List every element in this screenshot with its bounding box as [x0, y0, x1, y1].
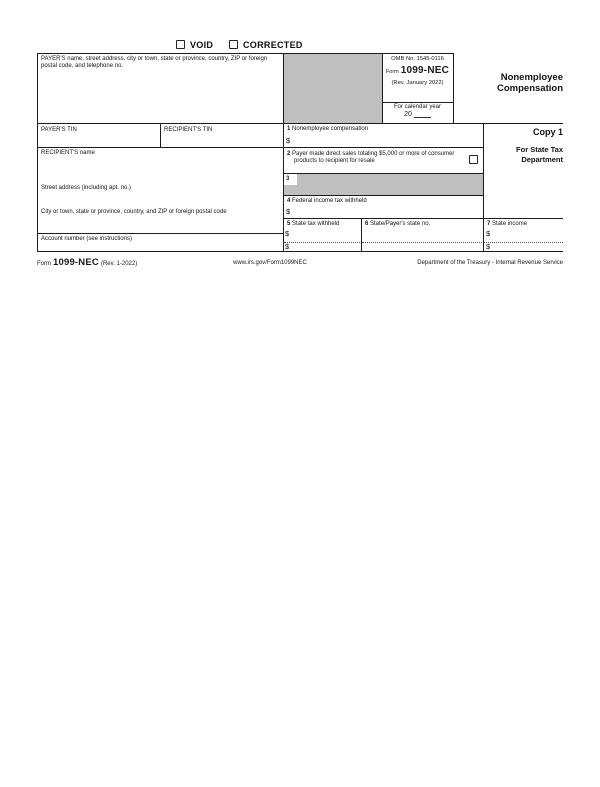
city-label: City or town, state or province, country, and ZIP or foreign postal code: [41, 209, 227, 215]
city-field[interactable]: [38, 217, 282, 231]
copy-destination-line1: For State Tax: [516, 145, 563, 154]
payer-tin-label: PAYER'S TIN: [41, 127, 77, 133]
grid-line: [283, 53, 284, 251]
box1-number: 1: [287, 126, 291, 132]
box4-dollar-sign: $: [286, 207, 291, 216]
box3-shaded-area: [283, 173, 483, 195]
copy-destination-line2: Department: [521, 154, 563, 164]
grid-line: [37, 147, 483, 148]
box6-state-no-field-2[interactable]: [363, 243, 481, 250]
irs-url: www.irs.gov/Form1099NEC: [233, 260, 307, 266]
form-word: Form: [385, 69, 399, 75]
box6-state-no-field-1[interactable]: [363, 229, 481, 240]
form-number: 1099-NEC: [400, 65, 450, 76]
recipient-tin-label: RECIPIENT'S TIN: [164, 127, 213, 133]
grid-line: [283, 195, 483, 196]
account-number-field[interactable]: [38, 243, 282, 250]
grid-line: [283, 218, 563, 219]
year-prefix: 20: [404, 111, 412, 118]
calendar-year-label: For calendar year: [393, 104, 442, 110]
box7-dollar-sign-2: $: [486, 242, 491, 251]
direct-sales-checkbox[interactable]: [469, 155, 478, 164]
box4-amount-field[interactable]: [294, 207, 480, 217]
grid-line: [283, 173, 483, 174]
agency-line: Department of the Treasury - Internal Revenue Service: [417, 260, 563, 266]
box1-label: 1 Nonemployee compensation: [287, 126, 369, 132]
payer-info-label: PAYER'S name, street address, city or town, state or province, country, ZIP or foreign postal code, and telephone no.: [41, 56, 268, 69]
omb-number: OMB No. 1545-0116: [391, 56, 444, 62]
grid-line: [483, 123, 484, 251]
grid-line: [37, 123, 563, 124]
copy-label: Copy 1: [532, 127, 563, 137]
payer-tin-field[interactable]: [38, 135, 159, 146]
box7-number: 7: [487, 221, 491, 227]
form-title: [443, 72, 563, 94]
grid-line: [361, 218, 362, 251]
box7-dollar-sign-1: $: [486, 229, 491, 238]
recipient-tin-field[interactable]: [161, 135, 282, 146]
payer-info-field[interactable]: [38, 72, 282, 122]
box5-amount-field-2[interactable]: [293, 243, 359, 250]
footer-revision: (Rev. 1-2022): [100, 261, 138, 267]
street-address-label: Street address (including apt. no.): [41, 185, 132, 191]
box2-label: 2 Payer made direct sales totaling $5,000 or more of consumer products to recipient for resale: [287, 151, 455, 164]
form-revision: (Rev. January 2022): [391, 80, 444, 86]
void-checkbox[interactable]: [176, 40, 185, 49]
box7-amount-field-2[interactable]: [494, 243, 562, 250]
void-label: VOID: [190, 40, 214, 50]
box2-number: 2: [287, 151, 291, 157]
recipient-name-label: RECIPIENT'S name: [41, 150, 95, 156]
box5-number: 5: [287, 221, 291, 227]
form-title-line1: Nonemployee: [500, 72, 563, 83]
account-number-label: Account number (see instructions): [41, 236, 133, 242]
shaded-area-top: [283, 53, 382, 123]
footer-form-number: 1099-NEC: [53, 257, 99, 268]
grid-line: [37, 251, 563, 252]
footer-form-id: [37, 257, 137, 268]
box5-dollar-sign-1: $: [285, 229, 290, 238]
box4-label: 4 Federal income tax withheld: [287, 198, 367, 204]
recipient-name-field[interactable]: [38, 158, 282, 182]
calendar-year-field[interactable]: [414, 111, 431, 118]
box5-amount-field-1[interactable]: [293, 229, 359, 240]
street-address-field[interactable]: [38, 193, 282, 207]
box5-dollar-sign-2: $: [285, 242, 290, 251]
form-title-line2: Compensation: [497, 83, 563, 94]
box4-number: 4: [287, 198, 291, 204]
box1-amount-field[interactable]: [294, 136, 480, 146]
box6-label: 6 State/Payer's state no.: [365, 221, 431, 227]
box7-label: 7 State income: [487, 221, 528, 227]
calendar-year-block: [382, 102, 453, 123]
box7-amount-field-1[interactable]: [494, 229, 562, 240]
box1-dollar-sign: $: [286, 136, 291, 145]
corrected-checkbox[interactable]: [229, 40, 238, 49]
grid-line: [37, 233, 283, 234]
corrected-label: CORRECTED: [243, 40, 303, 50]
box5-label: 5 State tax withheld: [287, 221, 340, 227]
box6-number: 6: [365, 221, 369, 227]
box3-number: 3: [284, 174, 297, 185]
footer-form-word: Form: [37, 261, 51, 267]
